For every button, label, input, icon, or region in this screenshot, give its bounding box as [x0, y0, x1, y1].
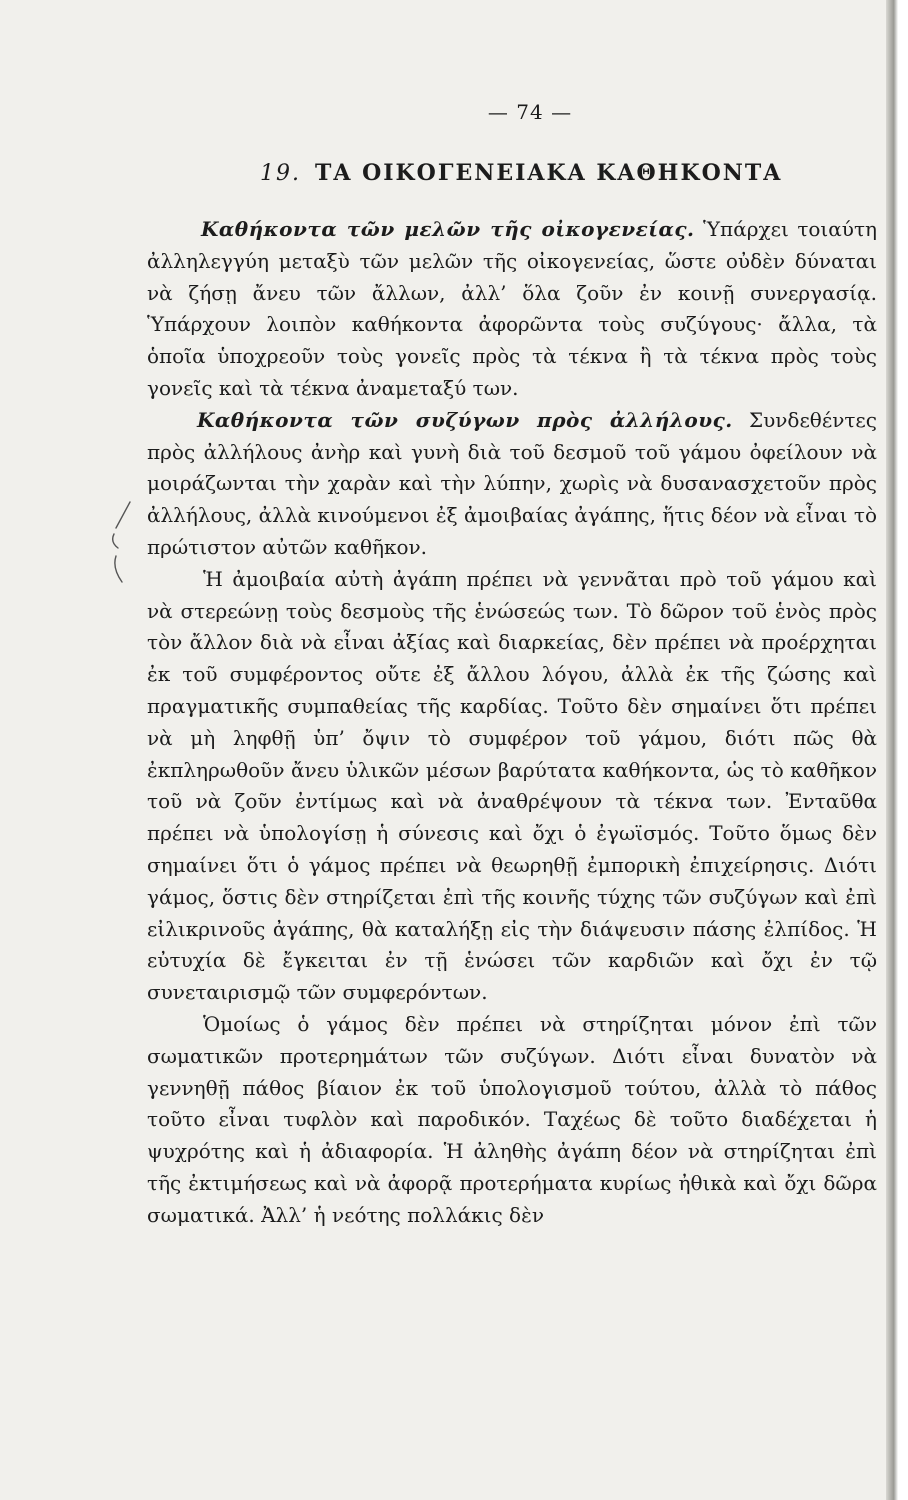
page-edge-shadow: [886, 0, 908, 1500]
section-heading: Καθήκοντα τῶν συζύγων πρὸς ἀλλήλους.: [197, 407, 733, 432]
chapter-title: [260, 160, 860, 186]
paragraph: Ὁμοίως ὁ γάμος δὲν πρέπει νὰ στηρίζηται μόνον ἐπὶ τῶν σωματικῶν προτερημάτων τῶν συζύγων. Διότι εἶναι δυνατὸν νὰ γεννηθῇ πάθος βίαιον ἐκ τοῦ ὑπολογισμοῦ τούτου, ἀλλὰ τὸ πάθος τοῦτο εἶναι τυφλὸν καὶ παροδικόν. Ταχέως δὲ τοῦτο διαδέχεται ἡ ψυχρότης καὶ ἡ ἀδιαφορία. Ἡ ἀληθὴς ἀγάπη δέον νὰ στηρίζηται ἐπὶ τῆς ἐκτιμήσεως καὶ νὰ ἀφορᾷ προτερήματα κυρίως ἠθικὰ καὶ ὄχι δῶρα σωματικά. Ἀλλ’ ἡ νεότης πολλάκις δὲν: [147, 1011, 877, 1227]
section-paragraph: [147, 405, 877, 564]
section-text: Ὑπάρχει τοιαύτη ἀλληλεγγύη μεταξὺ τῶν μελῶν τῆς οἰκογενείας, ὥστε οὐδὲν δύναται νὰ ζήσῃ ἄνευ τῶν ἄλλων, ἀλλ’ ὅλα ζοῦν ἐν κοινῇ συνεργασίᾳ. Ὑπάρχουν λοιπὸν καθήκοντα ἀφορῶντα τοὺς συζύγους· ἄλλα, τὰ ὁποῖα ὑποχρεοῦν τοὺς γονεῖς πρὸς τὰ τέκνα ἢ τὰ τέκνα πρὸς τοὺς γονεῖς καὶ τὰ τέκνα ἀναμεταξύ των.: [147, 217, 877, 400]
section-text: Συνδεθέντες πρὸς ἀλλήλους ἀνὴρ καὶ γυνὴ διὰ τοῦ δεσμοῦ τοῦ γάμου ὀφείλουν νὰ μοιράζωνται τὴν χαρὰν καὶ τὴν λύπην, χωρὶς νὰ δυσανασχετοῦν πρὸς ἀλλήλους, ἀλλὰ κινούμενοι ἐξ ἀμοιβαίας ἀγάπης, ἥτις δέον νὰ εἶναι τὸ πρώτιστον αὐτῶν καθῆκον.: [147, 407, 877, 559]
chapter-number: 19.: [260, 161, 301, 186]
section-paragraph: [147, 214, 877, 405]
chapter-title-text: ΤΑ ΟΙΚΟΓΕΝΕΙΑΚΑ ΚΑΘΗΚΟΝΤΑ: [315, 160, 783, 186]
body-text: [147, 214, 877, 1232]
pencil-margin-mark: [108, 498, 138, 588]
page-number: — 74 —: [487, 100, 573, 124]
section-heading: Καθήκοντα τῶν μελῶν τῆς οἰκογενείας.: [201, 217, 695, 241]
paragraph: Ἡ ἀμοιβαία αὐτὴ ἀγάπη πρέπει νὰ γεννᾶται πρὸ τοῦ γάμου καὶ νὰ στερεώνῃ τοὺς δεσμοὺς τῆς ἑνώσεώς των. Τὸ δῶρον τοῦ ἑνὸς πρὸς τὸν ἄλλον διὰ νὰ εἶναι ἀξίας καὶ διαρκείας, δὲν πρέπει νὰ προέρχηται ἐκ τοῦ συμφέροντος οὔτε ἐξ ἄλλου λόγου, ἀλλὰ ἐκ τῆς ζώσης καὶ πραγματικῆς συμπαθείας τῆς καρδίας. Τοῦτο δὲν σημαίνει ὅτι πρέπει νὰ μὴ ληφθῇ ὑπ’ ὄψιν τὸ συμφέρον τοῦ γάμου, διότι πῶς θὰ ἐκπληρωθοῦν ἄνευ ὑλικῶν μέσων βαρύτατα καθήκοντα, ὡς τὸ καθῆκον τοῦ νὰ ζοῦν ἐντίμως καὶ νὰ ἀναθρέψουν τὰ τέκνα των. Ἐνταῦθα πρέπει νὰ ὑπολογίσῃ ἡ σύνεσις καὶ ὄχι ὁ ἐγωϊσμός. Τοῦτο ὅμως δὲν σημαίνει ὅτι ὁ γάμος πρέπει νὰ θεωρηθῇ ἐμπορικὴ ἐπιχείρησις. Διότι γάμος, ὅστις δὲν στηρίζεται ἐπὶ τῆς κοινῆς τύχης τῶν συζύγων καὶ ἐπὶ εἰλικρινοῦς ἀγάπης, θὰ καταλήξῃ εἰς τὴν διάψευσιν πάσης ἐλπίδος. Ἡ εὐτυχία δὲ ἔγκειται ἐν τῇ ἑνώσει τῶν καρδιῶν καὶ ὄχι ἐν τῷ συνεταιρισμῷ τῶν συμφερόντων.: [147, 566, 877, 1005]
